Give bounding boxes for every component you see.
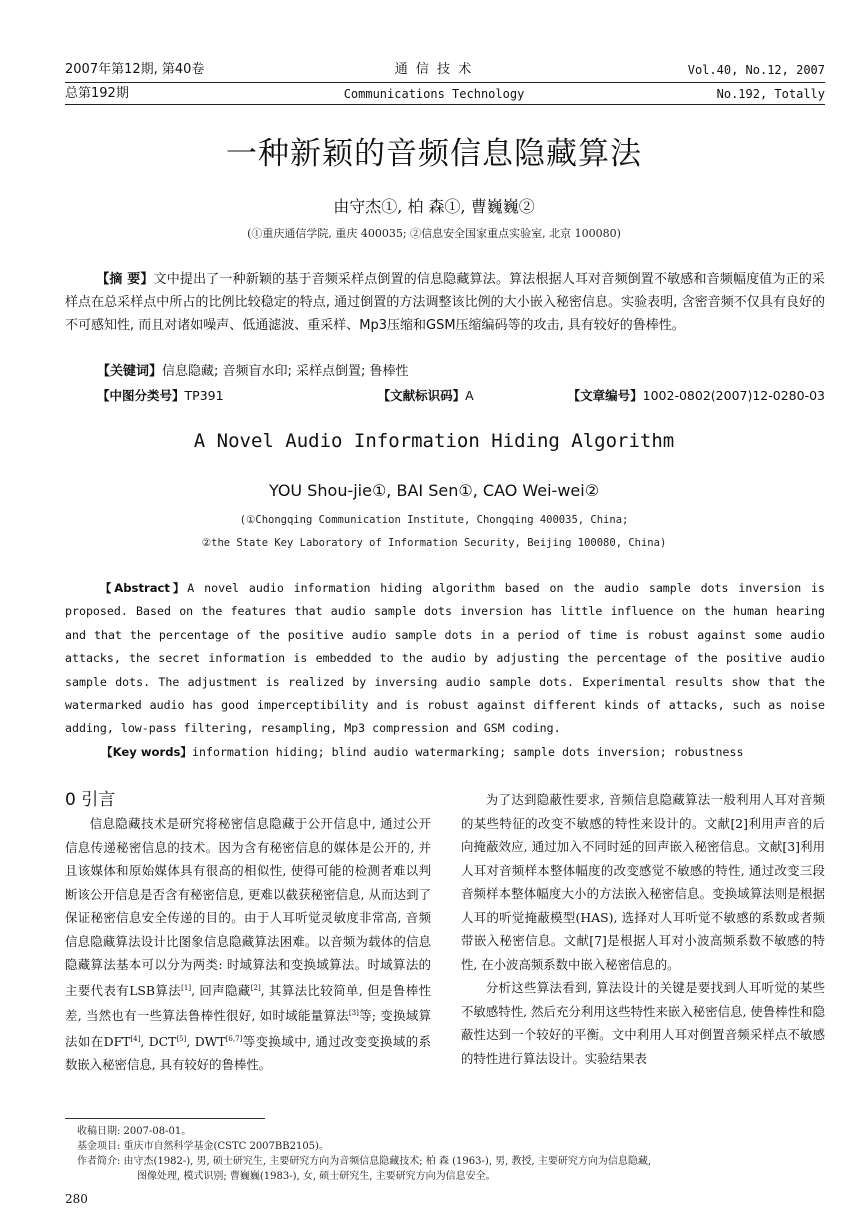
- intro-paragraph-2: 为了达到隐蔽性要求, 音频信息隐藏算法一般利用人耳对音频的某些特征的改变不敏感的特性来设计的。文献[2]利用声音的后向掩蔽效应, 通过加入不同时延的回声嵌入秘密信息。文献[3]利用人耳对音频样本整体幅度的改变感觉不敏感的特性, 通过改变三段音频样本整体幅度大小的方法嵌入秘密信息。变换域算法则是根据人耳的听觉掩蔽模型(HAS), 选择对人耳听觉不敏感的系数或者频带嵌入秘密信息。文献[7]是根据人耳对小波高频系数不敏感的特性, 在小波高频系数中嵌入秘密信息的。: [461, 792, 825, 972]
- art-value: 1002-0802(2007)12-0280-03: [642, 388, 825, 403]
- affiliation-en-2: ②the State Key Laboratory of Information Security, Beijing 100080, China): [201, 537, 667, 549]
- document-code: [378, 386, 474, 404]
- intro-p1-part-b: , 回声隐藏: [191, 982, 251, 998]
- abstract-en-text: A novel audio information hiding algorithm based on the audio sample dots inversion is proposed. Based on the features that audio sample dots inversion has little influence on the human hearing and that the percentage of the positive audio sample dots in a period of time is robust against some audio attacks, the secret information is embedded to the audio by adjusting the percentage of the positive audio sample dots. The adjustment is realized by inversing audio sample dots. Experimental results show that the watermarked audio has good imperceptibility and is robust against different kinds of attacks, such as noise adding, low-pass filtering, resampling, Mp3 compression and GSM coding.: [65, 581, 825, 736]
- abstract-cn-label: 【摘 要】: [96, 272, 154, 287]
- citation-3: [3]: [348, 1009, 359, 1018]
- intro-paragraph-1: [65, 812, 431, 1077]
- keywords-en-text: information hiding; blind audio watermarking; sample dots inversion; robustness: [192, 745, 744, 759]
- intro-p1-part-g: 等变换域中, 通过改变变换域的系数嵌入秘密信息, 具有较好的鲁棒性。: [65, 1033, 432, 1073]
- abstract-cn: [65, 268, 825, 337]
- citation-6-7: [6,7]: [225, 1034, 243, 1043]
- keywords-cn-text: 信息隐藏; 音频盲水印; 采样点倒置; 鲁棒性: [162, 364, 409, 379]
- abstract-en-label: 【Abstract】: [99, 581, 188, 595]
- clc-label: 【中图分类号】: [97, 388, 185, 403]
- classification-row: [65, 386, 825, 404]
- left-column: [65, 812, 431, 1077]
- keywords-en: [65, 741, 825, 764]
- footnote-author-bio-1: 作者简介: 由守杰(1982-), 男, 硕士研究生, 主要研究方向为音频信息隐藏技术; 柏 森 (1963-), 男, 教授, 主要研究方向为信息隐藏,: [77, 1156, 652, 1167]
- header-divider: [65, 104, 825, 105]
- citation-1: [1]: [181, 983, 192, 992]
- intro-p1-part-c: , 其算法比较简单, 但是鲁棒性差, 当然也有一些算法鲁棒性很好, 如时域能量算法: [65, 982, 431, 1024]
- keywords-cn: [65, 360, 825, 383]
- abstract-cn-text: 文中提出了一种新颖的基于音频采样点倒置的信息隐藏算法。算法根据人耳对音频倒置不敏感和音频幅度值为正的采样点在总采样点中所占的比例比较稳定的特点, 通过倒置的方法调整该比例的大小嵌入秘密信息。实验表明, 含密音频不仅具有良好的不可感知性, 而且对诸如噪声、低通滤波、重采样、Mp3压缩和GSM压缩编码等的攻击, 具有较好的鲁棒性。: [65, 272, 825, 333]
- header-journal-en: Communications Technology: [343, 87, 525, 101]
- article-number: [568, 386, 825, 404]
- intro-paragraph-3: 分析这些算法看到, 算法设计的关键是要找到人耳听觉的某些不敏感特性, 然后充分利用这些特性来嵌入秘密信息, 使鲁棒性和隐蔽性达到一个较好的平衡。文中利用人耳对倒置音频采样点不敏感的特性进行算法设计。实验结果表: [461, 980, 825, 1066]
- clc-number: [65, 386, 224, 404]
- keywords-cn-label: 【关键词】: [97, 364, 163, 379]
- citation-2: [2]: [250, 983, 261, 992]
- footnote-received: 收稿日期: 2007-08-01。: [77, 1126, 192, 1137]
- affiliation-en-1: (①Chongqing Communication Institute, Chongqing 400035, China;: [239, 514, 629, 526]
- doc-label: 【文献标识码】: [377, 388, 466, 403]
- section-heading-intro: 0 引言: [65, 790, 116, 810]
- header-divider-thin: [65, 82, 825, 83]
- header-total-issue: 总第192期: [65, 86, 129, 101]
- header-issue: 2007年第12期, 第40卷: [65, 62, 205, 77]
- intro-p1-part-d: 等; 变换域算法如在DFT: [65, 1008, 431, 1049]
- footnote-author-bio-2: 图像处理, 模式识别; 曹巍巍(1983-), 女, 硕士研究生, 主要研究方向为信息安全。: [137, 1171, 496, 1182]
- footnote-fund: 基金项目: 重庆市自然科学基金(CSTC 2007BB2105)。: [77, 1141, 329, 1152]
- header-total: No.192, Totally: [716, 87, 825, 101]
- right-column: [461, 788, 825, 1070]
- clc-value: TP391: [184, 388, 224, 403]
- header-journal-cn: 通 信 技 术: [394, 62, 474, 77]
- authors-cn: 由守杰①, 柏 森①, 曹巍巍②: [333, 197, 535, 216]
- intro-p1-part-a: 信息隐藏技术是研究将秘密信息隐藏于公开信息中, 通过公开信息传递秘密信息的技术。因为含有秘密信息的媒体是公开的, 并且该媒体和原始媒体具有很高的相似性, 使得可能的检测者难以判断该公开信息是否含有秘密信息, 更难以截获秘密信息, 从而达到了保证秘密信息安全传递的目的。由于人耳听觉灵敏度非常高, 音频信息隐藏算法设计比图象信息隐藏算法困难。以音频为载体的信息隐藏算法基本可以分为两类: 时域算法和变换域算法。时域算法的主要代表有LSB算法: [65, 816, 431, 998]
- art-label: 【文章编号】: [567, 388, 643, 403]
- citation-4: [4]: [130, 1034, 141, 1043]
- paper-title-cn: 一种新颖的音频信息隐藏算法: [226, 136, 642, 172]
- footnote-divider: [65, 1118, 265, 1119]
- abstract-en: [65, 577, 825, 741]
- intro-p1-part-f: , DWT: [186, 1033, 226, 1049]
- authors-en: YOU Shou-jie①, BAI Sen①, CAO Wei-wei②: [268, 481, 600, 500]
- intro-p1-part-e: , DCT: [140, 1033, 177, 1049]
- page-number: 280: [65, 1192, 88, 1206]
- affiliation-cn: (①重庆通信学院, 重庆 400035; ②信息安全国家重点实验室, 北京 100080): [247, 227, 621, 240]
- paper-title-en: A Novel Audio Information Hiding Algorithm: [193, 430, 675, 452]
- doc-value: A: [465, 388, 474, 403]
- keywords-en-label: 【Key words】: [101, 745, 193, 759]
- header-volume: Vol.40, No.12, 2007: [687, 63, 825, 77]
- citation-5: [5]: [176, 1034, 187, 1043]
